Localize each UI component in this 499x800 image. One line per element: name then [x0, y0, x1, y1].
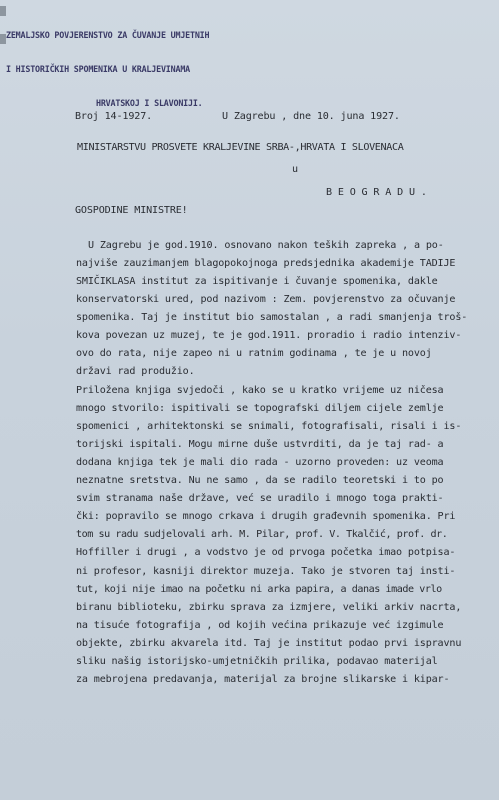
- body-line: U Zagrebu je god.1910. osnovano nakon teških zapreka , a po-: [88, 240, 444, 251]
- document-number: Broj 14-1927.: [75, 111, 153, 122]
- recipient-preposition: u: [292, 164, 298, 175]
- body-line: Priložena knjiga svjedoči , kako se u kratko vrijeme uz ničesa: [76, 385, 444, 396]
- body-line: konservatorski ured, pod nazivom : Zem. povjerenstvo za očuvanje: [76, 294, 456, 305]
- body-line: mnogo stvorilo: ispitivali se topografski diljem cijele zemlje: [76, 403, 444, 414]
- stamp-line: ZEMALJSKO POVJERENSTVO ZA ČUVANJE UMJETNIH: [6, 30, 210, 41]
- body-line: svim stranama naše države, već se uradilo i mnogo toga prakti-: [76, 493, 444, 504]
- body-line: SMIČIKLASA institut za ispitivanje i čuvanje spomenika, dakle: [76, 276, 438, 287]
- body-line: torijski ispitali. Mogu mirne duše ustvrditi, da je taj rad- a: [76, 439, 444, 450]
- body-line: najviše zauzimanjem blagopokojnoga predsjednika akademije TADIJE: [76, 258, 456, 269]
- body-line: neznatne sretstva. Nu ne samo , da se radilo teoretski i to po: [76, 475, 444, 486]
- body-line: kova povezan uz muzej, te je god.1911. proradio i radio intenziv-: [76, 330, 462, 341]
- body-line: objekte, zbirku akvarela itd. Taj je institut podao prvi ispravnu: [76, 638, 462, 649]
- body-line: za mebrojena predavanja, materijal za brojne slikarske i kipar-: [76, 674, 450, 685]
- body-line: ovo do rata, nije zapeo ni u ratnim godinama , te je u novoj: [76, 348, 432, 359]
- recipient-ministry: MINISTARSTVU PROSVETE KRALJEVINE SRBA-,HRVATA I SLOVENACA: [77, 142, 404, 153]
- place-date: U Zagrebu , dne 10. juna 1927.: [222, 111, 400, 122]
- body-line: tut, koji nije imao na početku ni arka papira, a danas imade vrlo: [76, 584, 442, 595]
- body-line: na tisuće fotografija , od kojih većina prikazuje već izgimule: [76, 620, 444, 631]
- body-line: Hoffiller i drugi , a vodstvo je od prvoga početka imao potpisa-: [76, 547, 456, 558]
- body-line: sliku našig istorijsko-umjetničkih prilika, podavao materijal: [76, 656, 438, 667]
- body-line: tom su radu sudjelovali arh. M. Pilar, prof. V. Tkalčić, prof. dr.: [76, 529, 448, 540]
- body-line: spomenika. Taj je institut bio samostalan , a radi smanjenja troš-: [76, 312, 468, 323]
- body-line: dodana knjiga tek je mali dio rada - uzorno proveden: uz veoma: [76, 457, 444, 468]
- salutation: GOSPODINE MINISTRE!: [75, 205, 188, 216]
- stamp-line: HRVATSKOJ I SLAVONIJI.: [96, 97, 203, 108]
- stamp-line: I HISTORIČKIH SPOMENIKA U KRALJEVINAMA: [6, 64, 191, 75]
- body-line: čki: popravilo se mnogo crkava i drugih građevnih spomenika. Pri: [76, 511, 456, 522]
- recipient-city: B E O G R A D U .: [326, 187, 427, 198]
- body-line: državi rad produžio.: [76, 366, 195, 377]
- body-line: biranu biblioteku, zbirku sprava za izmjere, veliki arkiv nacrta,: [76, 602, 462, 613]
- body-line: ni profesor, kasniji direktor muzeja. Tako je stvoren taj insti-: [76, 566, 456, 577]
- body-line: spomenici , arhitektonski se snimali, fotografisali, risali i is-: [76, 421, 462, 432]
